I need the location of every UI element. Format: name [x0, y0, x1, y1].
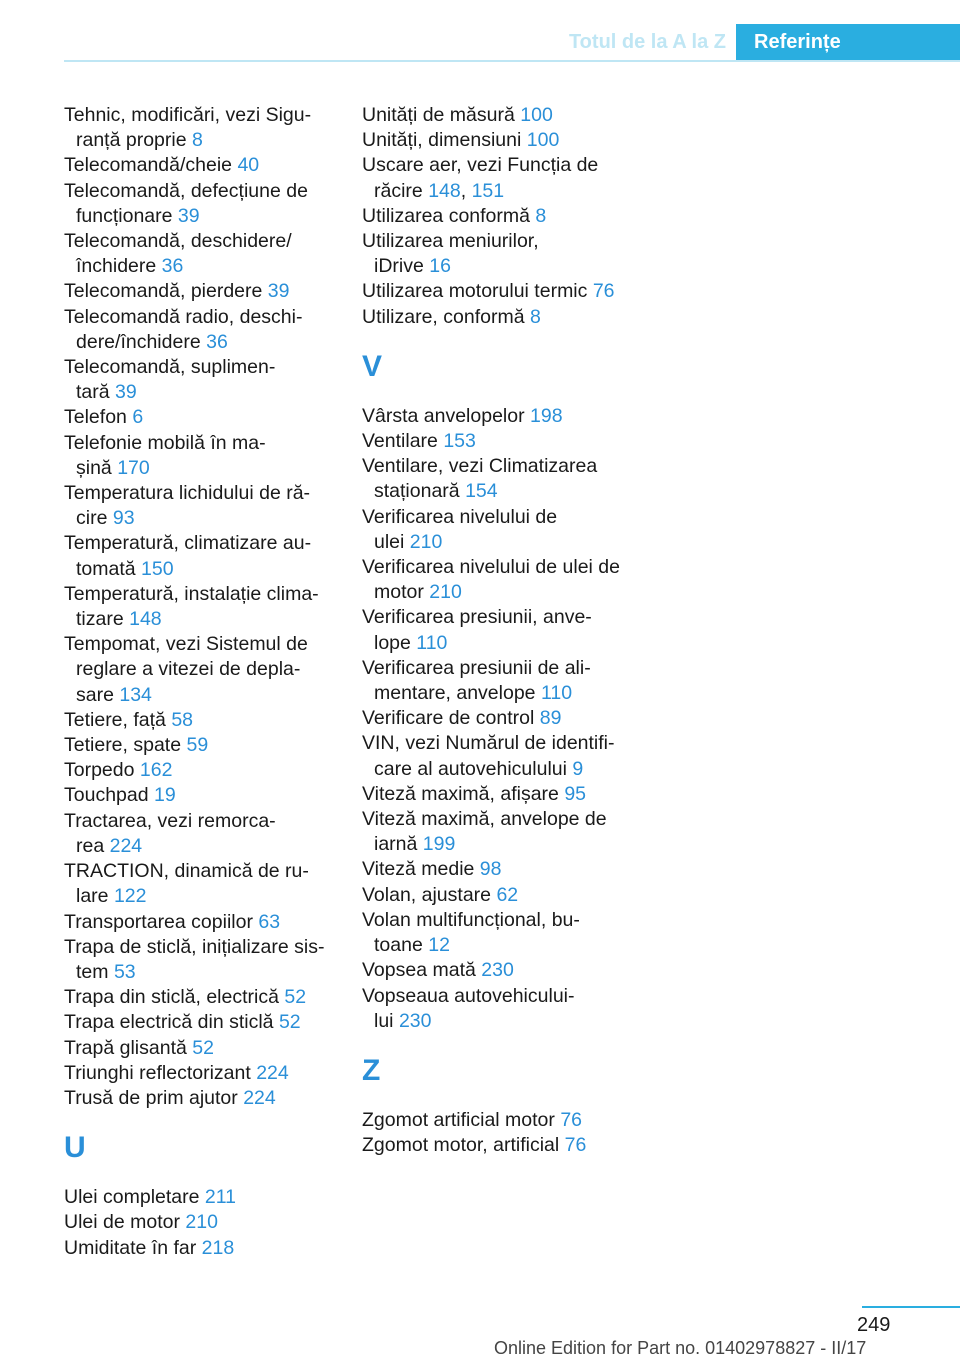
index-entry — [64, 355, 354, 405]
index-entry-text: Telefon — [64, 406, 133, 429]
page-reference-link[interactable]: 218 — [201, 1236, 235, 1259]
page-reference-link[interactable]: 224 — [243, 1086, 276, 1109]
index-entry — [362, 429, 662, 454]
index-entry-text: tem — [76, 960, 114, 983]
section-title: Totul de la A la Z — [568, 31, 726, 53]
page-reference-link[interactable]: 150 — [141, 557, 174, 580]
page-reference-link[interactable]: 100 — [526, 129, 560, 152]
index-entry — [64, 985, 354, 1010]
index-entry — [64, 809, 354, 859]
page-reference-link[interactable]: 198 — [530, 404, 563, 427]
page-reference-link[interactable]: 8 — [535, 204, 547, 227]
index-entry-text: Viteză maximă, afișare — [362, 782, 565, 805]
page-reference-link[interactable]: 52 — [192, 1036, 214, 1059]
page-reference-link[interactable]: 199 — [422, 833, 456, 856]
page-reference-link[interactable]: 76 — [564, 1134, 587, 1157]
index-entry-text: Verificarea presiunii, anve- — [362, 606, 592, 629]
index-entry — [362, 807, 662, 857]
index-entry-text: Transportarea copiilor — [64, 910, 259, 933]
index-entry-text: Volan, ajustare — [362, 883, 497, 906]
index-entry-text: Unități de măsură — [362, 104, 521, 126]
page-reference-link[interactable]: 95 — [564, 782, 587, 805]
index-entry-text: Ventilare, vezi Climatizarea — [362, 455, 598, 478]
page-reference-link[interactable]: 8 — [191, 129, 203, 152]
page-reference-link[interactable]: 122 — [113, 885, 147, 908]
page-reference-link[interactable]: 53 — [113, 960, 136, 983]
index-entry-text: Viteză medie — [362, 858, 480, 881]
index-entry — [362, 279, 662, 304]
index-entry — [64, 431, 354, 481]
page-reference-link[interactable]: 16 — [429, 255, 451, 278]
page-reference-link[interactable]: 89 — [539, 707, 562, 730]
index-entry-text: Tetiere, spate — [64, 734, 187, 757]
index-entry — [362, 1133, 662, 1158]
page-reference-link[interactable]: 39 — [177, 204, 200, 227]
index-entry — [362, 605, 662, 655]
page-reference-link[interactable]: 52 — [278, 1011, 301, 1034]
index-entry-text: TRACTION, dinamică de ru- — [64, 860, 309, 883]
index-entry-text: mentare, anvelope — [374, 682, 541, 705]
footer-rule — [862, 1306, 960, 1308]
edition-footer: Online Edition for Part no. 01402978827 - II/17 — [494, 1338, 867, 1358]
index-entry-text: Uscare aer, vezi Funcția de — [362, 154, 599, 177]
index-entry-text: Tetiere, față — [64, 708, 172, 731]
index-entry-text: sare — [76, 683, 120, 706]
index-entry — [362, 229, 662, 279]
index-entry — [362, 782, 662, 807]
index-entry-text: Trapa de sticlă, inițializare sis- — [64, 935, 325, 958]
index-entry-text: reglare a vitezei de depla- — [76, 658, 301, 681]
index-entry-text: ulei — [374, 530, 410, 553]
index-entry-text: Touchpad — [64, 784, 154, 807]
page-reference-link[interactable]: 162 — [139, 759, 173, 782]
page-reference-link[interactable]: 39 — [267, 280, 290, 303]
page-reference-link[interactable]: 210 — [429, 581, 462, 604]
index-entry-text: motor — [374, 581, 430, 604]
index-entry-text: Telefonie mobilă în ma- — [64, 431, 266, 454]
index-entry-text: iDrive — [374, 255, 430, 278]
header-rule — [64, 60, 960, 62]
page-reference-link[interactable]: 110 — [416, 631, 448, 654]
index-entry-text: Tehnic, modificări, vezi Sigu- — [64, 104, 312, 126]
index-entry-text: Telecomandă/cheie — [64, 154, 238, 177]
page-reference-link[interactable]: 134 — [119, 683, 152, 706]
index-entry — [64, 1061, 354, 1086]
index-entry — [64, 859, 354, 909]
page-reference-link[interactable]: 36 — [206, 330, 228, 353]
index-entry — [64, 1036, 354, 1061]
index-entry — [64, 153, 354, 178]
index-entry — [64, 632, 354, 708]
index-entry — [64, 531, 354, 581]
page-reference-link[interactable]: 153 — [443, 430, 476, 453]
index-entry-text: Ulei completare — [64, 1186, 205, 1209]
index-column-left — [64, 103, 354, 1261]
index-entry-text: Telecomandă, suplimen- — [64, 356, 276, 379]
index-entry — [64, 229, 354, 279]
index-entry-text: tară — [76, 381, 116, 404]
index-entry-text: dere/închidere — [76, 330, 207, 353]
index-entry-text: lare — [76, 885, 114, 908]
page-reference-link[interactable]: 148 — [428, 179, 461, 202]
page-reference-link[interactable]: 59 — [186, 734, 209, 757]
page-reference-link[interactable]: 8 — [529, 305, 541, 328]
index-entry-text: tizare — [76, 608, 130, 631]
index-entry — [362, 454, 662, 504]
index-entry — [362, 103, 662, 128]
index-entry — [362, 305, 662, 330]
page-reference-link[interactable]: 100 — [520, 104, 553, 126]
index-entry-text: Temperatură, instalație clima- — [64, 582, 319, 605]
index-entry — [362, 1108, 662, 1133]
index-entry-text: Ulei de motor — [64, 1211, 186, 1234]
index-entry-text: Temperatura lichidului de ră- — [64, 482, 311, 505]
index-entry — [362, 908, 662, 958]
page-reference-link[interactable]: 148 — [129, 608, 162, 631]
page-reference-link[interactable]: 210 — [185, 1211, 218, 1234]
index-entry-text: funcționare — [76, 204, 178, 227]
index-entry-text: tomată — [76, 557, 142, 580]
page-reference-link[interactable]: 224 — [109, 834, 143, 857]
index-entry-text: Utilizarea motorului termic — [362, 280, 593, 303]
index-entry-text: Torpedo — [64, 759, 140, 782]
index-entry-text: Trapă glisantă — [64, 1036, 193, 1059]
index-entry — [64, 1185, 354, 1210]
index-entry-text: Tempomat, vezi Sistemul de — [64, 633, 308, 656]
index-entry — [64, 305, 354, 355]
index-entry — [64, 783, 354, 808]
index-entry — [64, 758, 354, 783]
page-reference-link[interactable]: 76 — [560, 1108, 583, 1131]
index-entry — [362, 731, 662, 781]
index-entry — [362, 505, 662, 555]
index-entry-text: Telecomandă, deschidere/ — [64, 230, 292, 253]
index-entry-text: Umiditate în far — [64, 1236, 202, 1259]
page-reference-link[interactable]: 52 — [284, 986, 307, 1009]
page-reference-link[interactable]: 9 — [572, 757, 584, 780]
index-entry-text: Trapa electrică din sticlă — [64, 1011, 279, 1034]
index-entry — [362, 958, 662, 983]
index-entry — [362, 984, 662, 1034]
index-entry-text: Verificarea nivelului de ulei de — [362, 556, 620, 579]
page-reference-link[interactable]: 151 — [471, 179, 505, 202]
index-entry-text: Zgomot motor, artificial — [362, 1134, 565, 1157]
index-entry — [64, 1086, 354, 1111]
index-entry-text: închidere — [76, 255, 162, 278]
index-entry — [362, 706, 662, 731]
index-entry-text: Tractarea, vezi remorca- — [64, 809, 276, 832]
page-reference-link[interactable]: 98 — [479, 858, 502, 881]
index-letter-heading: U — [64, 1131, 86, 1165]
index-entry — [362, 883, 662, 908]
index-entry — [64, 935, 354, 985]
index-entry-text: Triunghi reflectorizant — [64, 1061, 257, 1084]
index-entry-text: Zgomot artificial motor — [362, 1108, 561, 1131]
index-entry-text: iarnă — [374, 833, 423, 856]
index-letter-heading: V — [362, 349, 383, 383]
page-reference-link[interactable]: 63 — [258, 910, 281, 933]
index-entry-text: staționară — [374, 480, 466, 503]
index-entry-text: rea — [76, 834, 110, 857]
index-entry-text: Viteză maximă, anvelope de — [362, 808, 607, 831]
index-entry — [362, 204, 662, 229]
page-reference-link[interactable]: 12 — [428, 934, 450, 957]
index-entry — [64, 1236, 354, 1261]
chapter-tab: Referințe — [736, 24, 960, 60]
index-entry-text: Telecomandă radio, deschi- — [64, 305, 303, 328]
index-entry — [64, 582, 354, 632]
index-entry-text: ranță proprie — [76, 129, 192, 152]
index-entry-text: lui — [374, 1009, 399, 1032]
index-entry-text: Unități, dimensiuni — [362, 129, 527, 152]
page-reference-link[interactable]: 58 — [171, 708, 194, 731]
index-letter-heading: Z — [362, 1053, 381, 1087]
index-entry-text: cire — [76, 507, 113, 530]
index-entry-text: șină — [76, 456, 118, 479]
index-entry-text: Ventilare — [362, 430, 444, 453]
index-entry-text: Verificarea presiunii de ali- — [362, 656, 591, 679]
page-reference-link[interactable]: 210 — [409, 530, 443, 553]
page-header — [0, 0, 960, 62]
index-entry: Uscare aer, vezi Funcția de răcire 148, 151 — [362, 154, 599, 202]
index-entry-text: Verificare de control — [362, 707, 540, 730]
index-entry — [362, 555, 662, 605]
index-entry-text: Utilizare, conformă — [362, 305, 530, 328]
page-reference-link[interactable]: 224 — [256, 1061, 289, 1084]
index-entry-text: toane — [374, 934, 429, 957]
index-entry — [64, 733, 354, 758]
page-reference-link[interactable]: 19 — [154, 784, 176, 807]
index-column-right — [362, 103, 662, 1158]
page-reference-link[interactable]: 76 — [592, 280, 615, 303]
page-reference-link[interactable]: 40 — [237, 154, 260, 177]
page-reference-link[interactable]: 154 — [465, 480, 498, 503]
index-entry-text: Utilizarea meniurilor, — [362, 230, 539, 253]
page-reference-link[interactable]: 62 — [496, 883, 519, 906]
index-entry — [64, 1010, 354, 1035]
index-entry-text: răcire — [374, 179, 429, 202]
index-entry-text: VIN, vezi Numărul de identifi- — [362, 732, 615, 755]
page-number: 249 — [857, 1314, 891, 1336]
page-reference-link[interactable]: 211 — [204, 1186, 236, 1209]
index-entry-text: lope — [374, 631, 417, 654]
page-reference-link[interactable]: 93 — [112, 507, 135, 530]
index-entry — [362, 128, 662, 153]
index-entry-text: Vârsta anvelopelor — [362, 404, 531, 427]
page-reference-link[interactable]: 230 — [398, 1009, 432, 1032]
index-entry-text: Telecomandă, pierdere — [64, 280, 268, 303]
index-entry-text: Volan multifuncțional, bu- — [362, 908, 580, 931]
page-reference-link[interactable]: 36 — [161, 255, 184, 278]
index-entry-text: Vopsea mată — [362, 959, 482, 982]
index-entry — [362, 404, 662, 429]
page-reference-link[interactable]: 110 — [540, 682, 573, 705]
index-entry — [362, 857, 662, 882]
index-entry-text: Verificarea nivelului de — [362, 505, 558, 528]
page-reference-link[interactable]: 6 — [132, 406, 144, 429]
page-reference-link[interactable]: 39 — [115, 381, 137, 404]
index-entry-text: Trapa din sticlă, electrică — [64, 986, 285, 1009]
index-entry-text: care al autovehiculului — [374, 757, 573, 780]
index-entry — [64, 179, 354, 229]
index-entry — [64, 103, 354, 153]
page-reference-link[interactable]: 170 — [117, 456, 150, 479]
index-entry — [64, 910, 354, 935]
index-entry — [64, 1210, 354, 1235]
index-entry — [64, 708, 354, 733]
index-entry — [362, 656, 662, 706]
page-reference-link[interactable]: 230 — [481, 959, 514, 982]
index-entry-text: Temperatură, climatizare au- — [64, 532, 312, 555]
index-entry — [64, 481, 354, 531]
index-entry — [64, 279, 354, 304]
index-entry-text: Trusă de prim ajutor — [64, 1086, 244, 1109]
index-entry-text: Telecomandă, defecțiune de — [64, 179, 308, 202]
index-entry-text: Utilizarea conformă — [362, 204, 536, 227]
index-entry — [64, 405, 354, 430]
index-entry-text: Vopseaua autovehicului- — [362, 984, 575, 1007]
